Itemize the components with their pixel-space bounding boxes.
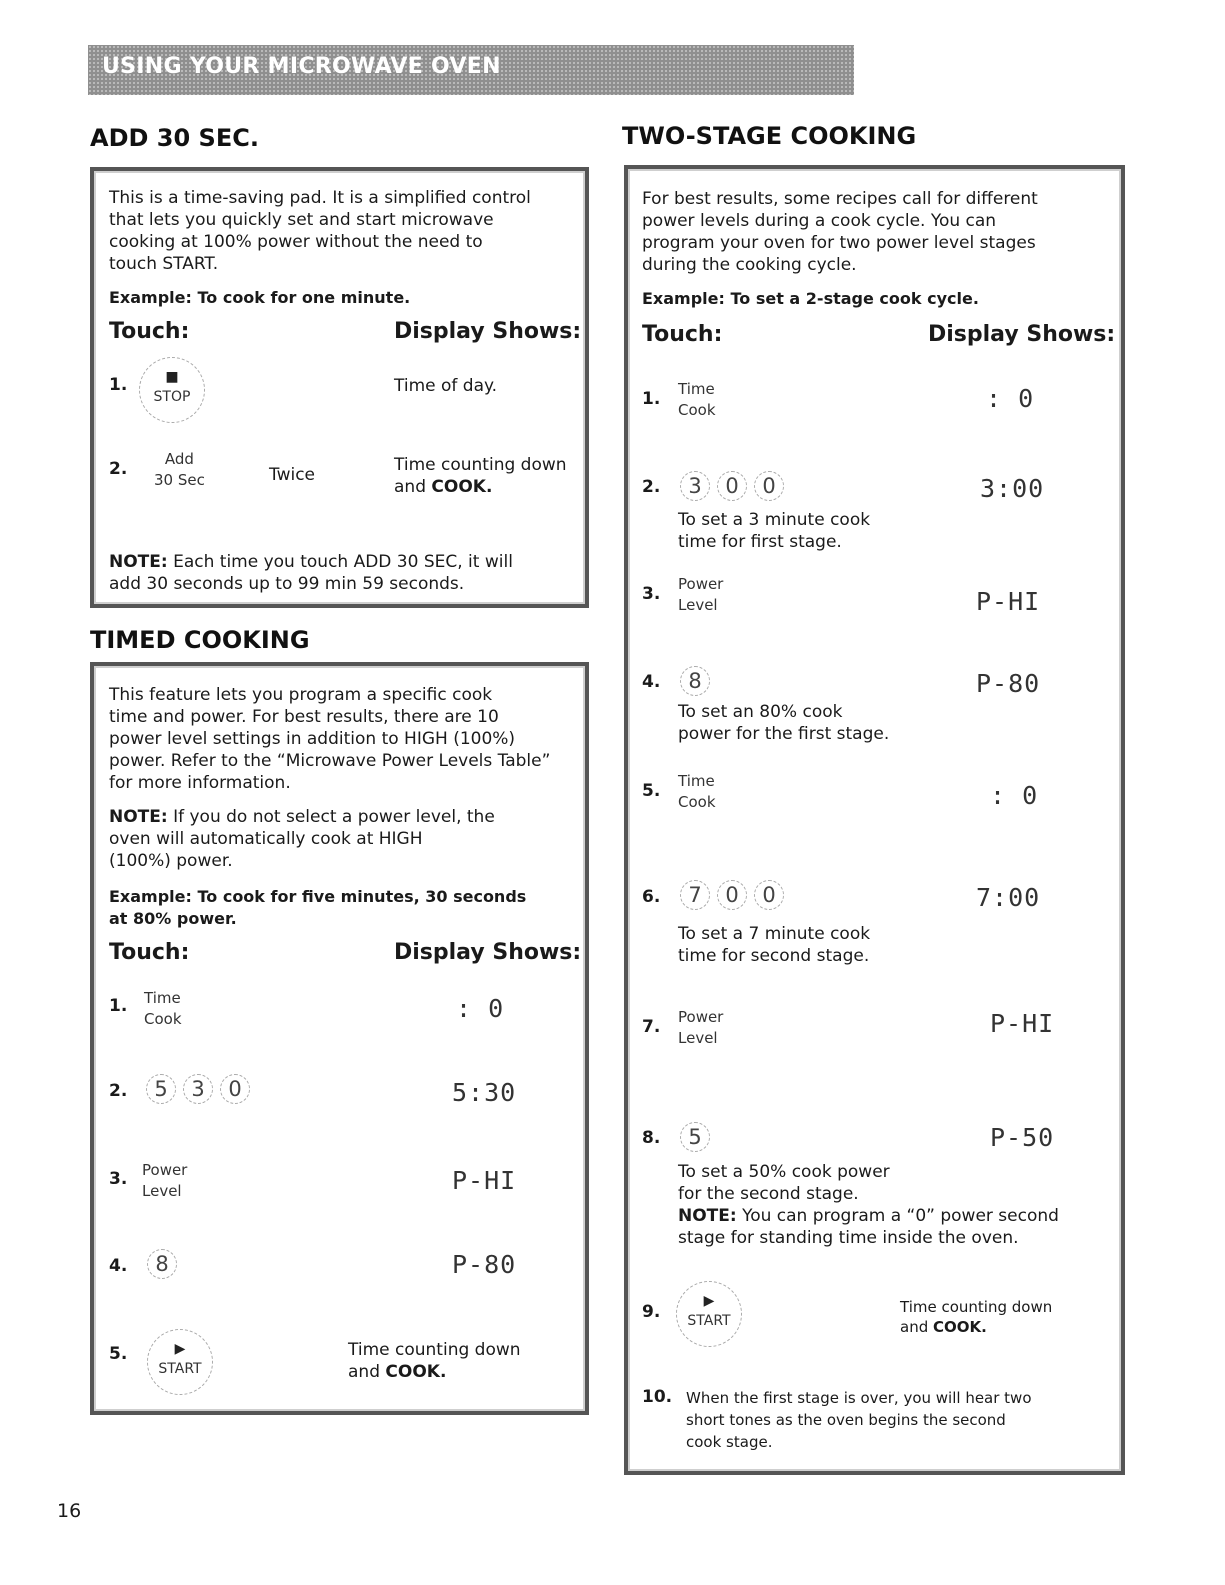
start-button-label: START [158, 1361, 202, 1377]
step-desc: time for first stage. [678, 532, 842, 552]
number-keys [680, 666, 717, 696]
timed-step5-display [348, 1339, 521, 1383]
number-key-3[interactable]: 3 [680, 471, 710, 501]
add30-intro [109, 187, 531, 275]
pad-label: 30 Sec [154, 471, 205, 489]
number-key-5[interactable]: 5 [146, 1074, 176, 1104]
timed-intro-line: time and power. For best results, there are 10 [109, 707, 499, 727]
stop-button-label: STOP [153, 389, 191, 405]
add30-example: Example: To cook for one minute. [109, 288, 411, 307]
example-line: at 80% power. [109, 909, 237, 928]
timed-touch-label: Touch: [109, 940, 190, 965]
note-text: oven will automatically cook at HIGH [109, 829, 423, 849]
add30-step2-display [394, 454, 567, 498]
note-label: NOTE: [109, 807, 168, 827]
step-desc: time for second stage. [678, 946, 870, 966]
twostage-step8-desc [678, 1161, 1059, 1249]
stop-icon: ■ [165, 369, 179, 385]
twostage-step-number: 8. [642, 1128, 661, 1148]
timed-box [90, 662, 589, 1415]
lcd-display: : 0 [456, 994, 505, 1023]
lcd-display: P-HI [452, 1166, 517, 1195]
power-level-pad[interactable] [142, 1160, 187, 1202]
timed-example [109, 886, 526, 930]
step-desc: To set an 80% cook [678, 702, 843, 722]
stop-button[interactable] [139, 357, 205, 423]
power-level-pad[interactable] [678, 574, 723, 616]
lcd-display: P-50 [990, 1123, 1055, 1152]
pad-label: Power [142, 1161, 188, 1179]
timed-display-label: Display Shows: [394, 940, 582, 965]
display-text: Time counting down [348, 1340, 521, 1360]
twostage-step9-display [900, 1297, 1052, 1337]
timed-title: TIMED COOKING [90, 626, 310, 654]
pad-label: Power [678, 575, 724, 593]
twostage-step-number: 10. [642, 1387, 673, 1407]
add30-intro-line: cooking at 100% power without the need to [109, 232, 483, 252]
time-cook-pad[interactable] [678, 379, 716, 421]
display-bold: COOK. [385, 1362, 447, 1382]
add30-step1-display: Time of day. [394, 376, 498, 396]
lcd-display: : 0 [986, 384, 1035, 413]
twostage-step-number: 9. [642, 1302, 661, 1322]
add30-note [109, 551, 513, 595]
twostage-step-number: 1. [642, 389, 661, 409]
note-text: add 30 seconds up to 99 min 59 seconds. [109, 574, 465, 594]
step-desc: To set a 50% cook power [678, 1162, 890, 1182]
pad-label: Cook [678, 401, 716, 419]
timed-intro-line: This feature lets you program a specific cook [109, 685, 493, 705]
display-text: and [348, 1362, 380, 1382]
timed-step-number: 1. [109, 996, 128, 1016]
twostage-step-number: 6. [642, 887, 661, 907]
number-keys [147, 1249, 184, 1279]
number-key-0[interactable]: 0 [754, 880, 784, 910]
twostage-step10-text [686, 1387, 1032, 1453]
number-keys [680, 471, 791, 501]
twostage-step2-desc [678, 509, 870, 553]
display-text: and [394, 477, 426, 497]
add30-twice: Twice [269, 465, 316, 485]
step-desc: To set a 7 minute cook [678, 924, 871, 944]
step-desc: short tones as the oven begins the second [686, 1411, 1006, 1429]
number-key-0[interactable]: 0 [220, 1074, 250, 1104]
number-key-3[interactable]: 3 [183, 1074, 213, 1104]
display-text: Time counting down [394, 455, 567, 475]
twostage-intro-line: program your oven for two power level stages [642, 233, 1036, 253]
twostage-box [624, 165, 1125, 1475]
step-desc: power for the first stage. [678, 724, 890, 744]
timed-intro-line: power. Refer to the “Microwave Power Levels Table” [109, 751, 551, 771]
twostage-title: TWO-STAGE COOKING [622, 122, 917, 150]
display-text: Time counting down [900, 1298, 1053, 1316]
twostage-display-label: Display Shows: [928, 322, 1116, 347]
display-text: and [900, 1318, 929, 1336]
number-key-0[interactable]: 0 [717, 880, 747, 910]
step-desc: cook stage. [686, 1433, 773, 1451]
number-key-0[interactable]: 0 [754, 471, 784, 501]
pad-label: Time [678, 380, 715, 398]
number-key-8[interactable]: 8 [680, 666, 710, 696]
add30-intro-line: that lets you quickly set and start microwave [109, 210, 494, 230]
note-text: Each time you touch ADD 30 SEC, it will [167, 552, 513, 572]
twostage-intro-line: during the cooking cycle. [642, 255, 857, 275]
note-text: stage for standing time inside the oven. [678, 1228, 1019, 1248]
step-desc: for the second stage. [678, 1184, 859, 1204]
add30-intro-line: touch START. [109, 254, 219, 274]
timed-step-number: 3. [109, 1169, 128, 1189]
timed-intro-line: for more information. [109, 773, 291, 793]
twostage-step-number: 4. [642, 672, 661, 692]
step-desc: When the first stage is over, you will hear two [686, 1389, 1032, 1407]
note-text: If you do not select a power level, the [167, 807, 495, 827]
twostage-intro-line: power levels during a cook cycle. You can [642, 211, 997, 231]
add30-intro-line: This is a time-saving pad. It is a simplified control [109, 188, 531, 208]
add30-box [90, 167, 589, 608]
add30-touch-label: Touch: [109, 319, 190, 344]
timed-step-number: 5. [109, 1344, 128, 1364]
timed-intro [109, 684, 550, 794]
time-cook-pad[interactable] [144, 988, 182, 1030]
pad-label: Power [678, 1008, 724, 1026]
add-30-sec-pad[interactable] [154, 449, 205, 491]
lcd-display: 3:00 [980, 474, 1045, 503]
time-cook-pad[interactable] [678, 771, 716, 813]
pad-label: Add [164, 450, 194, 468]
add30-step-number: 2. [109, 459, 128, 479]
twostage-step-number: 5. [642, 781, 661, 801]
lcd-display: P-80 [452, 1250, 517, 1279]
start-icon: ▶ [703, 1293, 715, 1309]
twostage-touch-label: Touch: [642, 322, 723, 347]
step-desc: To set a 3 minute cook [678, 510, 871, 530]
twostage-step6-desc [678, 923, 870, 967]
display-bold: COOK. [431, 477, 493, 497]
twostage-step-number: 3. [642, 584, 661, 604]
lcd-display: 7:00 [976, 883, 1041, 912]
pad-label: Cook [144, 1010, 182, 1028]
add30-title: ADD 30 SEC. [90, 124, 259, 152]
pad-label: Time [678, 772, 715, 790]
pad-label: Cook [678, 793, 716, 811]
note-text: (100%) power. [109, 851, 233, 871]
lcd-display: P-HI [990, 1009, 1055, 1038]
example-line: Example: To cook for five minutes, 30 seconds [109, 887, 527, 906]
twostage-step-number: 7. [642, 1017, 661, 1037]
start-button[interactable] [676, 1281, 742, 1347]
header-banner [88, 45, 854, 95]
timed-step-number: 4. [109, 1256, 128, 1276]
start-icon: ▶ [174, 1341, 186, 1357]
pad-label: Level [678, 596, 718, 614]
timed-note [109, 806, 495, 872]
number-key-8[interactable]: 8 [147, 1249, 177, 1279]
number-keys [146, 1074, 257, 1104]
twostage-intro-line: For best results, some recipes call for different [642, 189, 1038, 209]
page-number: 16 [57, 1500, 82, 1522]
twostage-example: Example: To set a 2-stage cook cycle. [642, 289, 979, 308]
twostage-step-number: 2. [642, 477, 661, 497]
timed-step-number: 2. [109, 1081, 128, 1101]
twostage-intro [642, 188, 1038, 276]
pad-label: Level [678, 1029, 718, 1047]
timed-intro-line: power level settings in addition to HIGH (100%) [109, 729, 516, 749]
pad-label: Level [142, 1182, 182, 1200]
number-key-7[interactable]: 7 [680, 880, 710, 910]
start-button[interactable] [147, 1329, 213, 1395]
start-button-label: START [687, 1313, 731, 1329]
note-label: NOTE: [678, 1206, 737, 1226]
lcd-display: : 0 [990, 781, 1039, 810]
display-bold: COOK. [933, 1318, 987, 1336]
lcd-display: 5:30 [452, 1078, 517, 1107]
number-keys [680, 880, 791, 910]
pad-label: Time [144, 989, 181, 1007]
number-keys [680, 1122, 717, 1152]
number-key-5[interactable]: 5 [680, 1122, 710, 1152]
number-key-0[interactable]: 0 [717, 471, 747, 501]
lcd-display: P-80 [976, 669, 1041, 698]
note-text: You can program a “0” power second [736, 1206, 1059, 1226]
lcd-display: P-HI [976, 587, 1041, 616]
add30-step-number: 1. [109, 375, 128, 395]
note-label: NOTE: [109, 552, 168, 572]
twostage-step4-desc [678, 701, 889, 745]
power-level-pad[interactable] [678, 1007, 723, 1049]
header-title: USING YOUR MICROWAVE OVEN [102, 54, 501, 79]
add30-display-label: Display Shows: [394, 319, 582, 344]
